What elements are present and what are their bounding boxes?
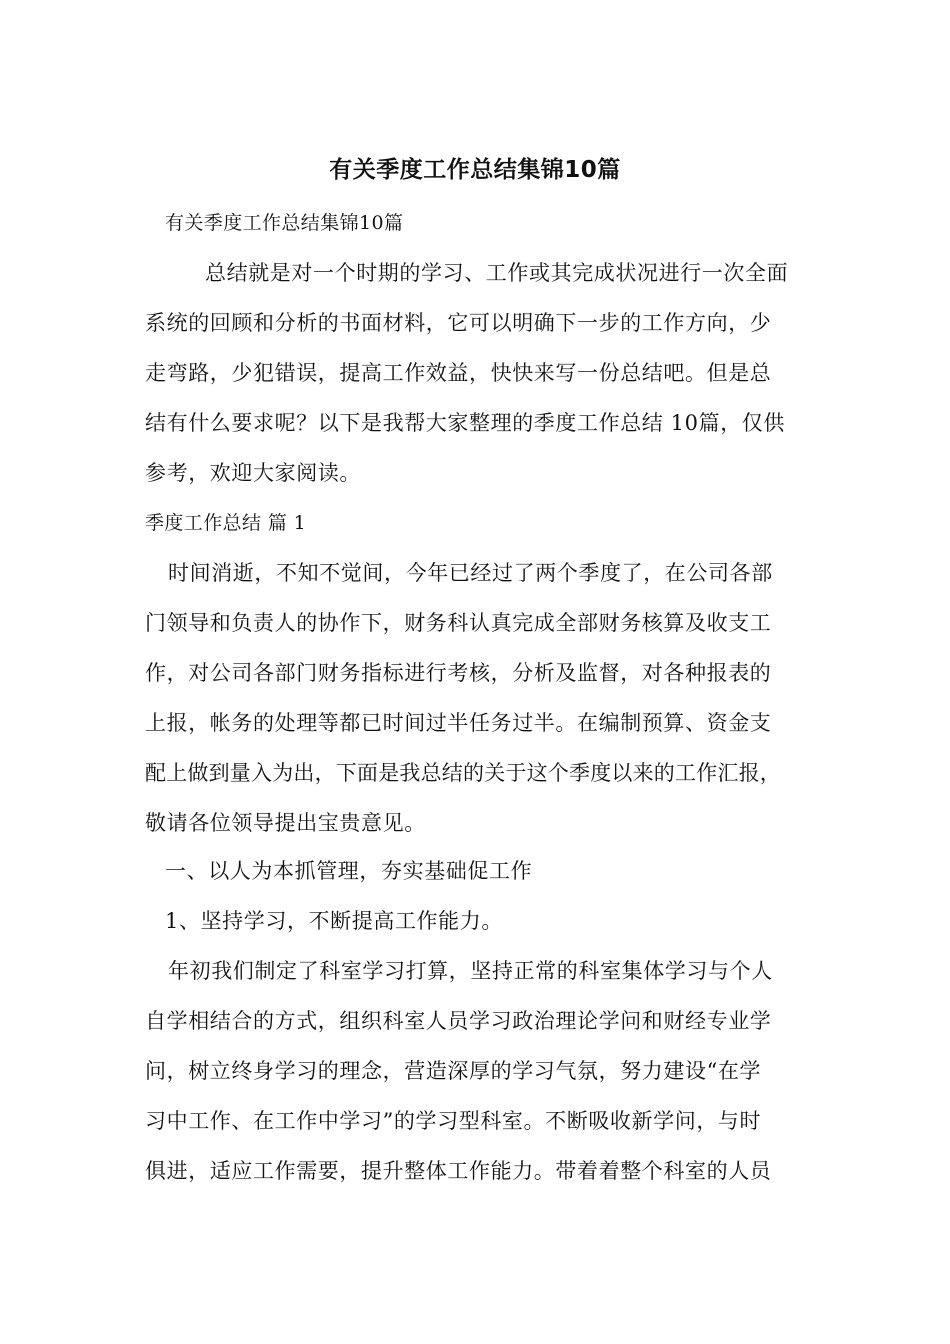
paragraph-line: 上报，帐务的处理等都已时间过半任务过半。在编制预算、资金支 <box>145 711 772 735</box>
paragraph-line: 作，对公司各部门财务指标进行考核，分析及监督，对各种报表的 <box>145 661 772 685</box>
paragraph-line: 时间消逝，不知不觉间，今年已经过了两个季度了，在公司各部 <box>168 561 773 585</box>
paragraph-line: 问，树立终身学习的理念，营造深厚的学习气氛，努力建设“在学 <box>145 1059 762 1083</box>
section-heading: 季度工作总结 篇 1 <box>145 512 307 534</box>
intro-line: 总结就是对一个时期的学习、工作或其完成状况进行一次全面 <box>205 261 789 285</box>
paragraph-line: 自学相结合的方式，组织科室人员学习政治理论学问和财经专业学 <box>145 1009 772 1033</box>
paragraph-line: 年初我们制定了科室学习打算，坚持正常的科室集体学习与个人 <box>168 959 773 983</box>
paragraph-line: 配上做到量入为出，下面是我总结的关于这个季度以来的工作汇报， <box>145 761 781 785</box>
intro-line: 结有什么要求呢？以下是我帮大家整理的季度工作总结 10篇，仅供 <box>145 411 785 435</box>
paragraph-line: 俱进，适应工作需要，提升整体工作能力。带着着整个科室的人员 <box>145 1159 772 1183</box>
heading-level-2: 1、坚持学习，不断提高工作能力。 <box>165 909 503 933</box>
document-title: 有关季度工作总结集锦10篇 <box>329 157 621 183</box>
heading-level-1: 一、以人为本抓管理，夯实基础促工作 <box>165 859 533 883</box>
paragraph-line: 敬请各位领导提出宝贵意见。 <box>145 811 426 835</box>
intro-line: 走弯路，少犯错误，提高工作效益，快快来写一份总结吧。但是总 <box>145 361 772 385</box>
intro-line: 参考，欢迎大家阅读。 <box>145 461 361 485</box>
document-subtitle: 有关季度工作总结集锦10篇 <box>165 212 404 234</box>
intro-line: 系统的回顾和分析的书面材料，它可以明确下一步的工作方向，少 <box>145 311 772 335</box>
paragraph-line: 门领导和负责人的协作下，财务科认真完成全部财务核算及收支工 <box>145 611 772 635</box>
paragraph-line: 习中工作、在工作中学习”的学习型科室。不断吸收新学问，与时 <box>145 1109 762 1133</box>
